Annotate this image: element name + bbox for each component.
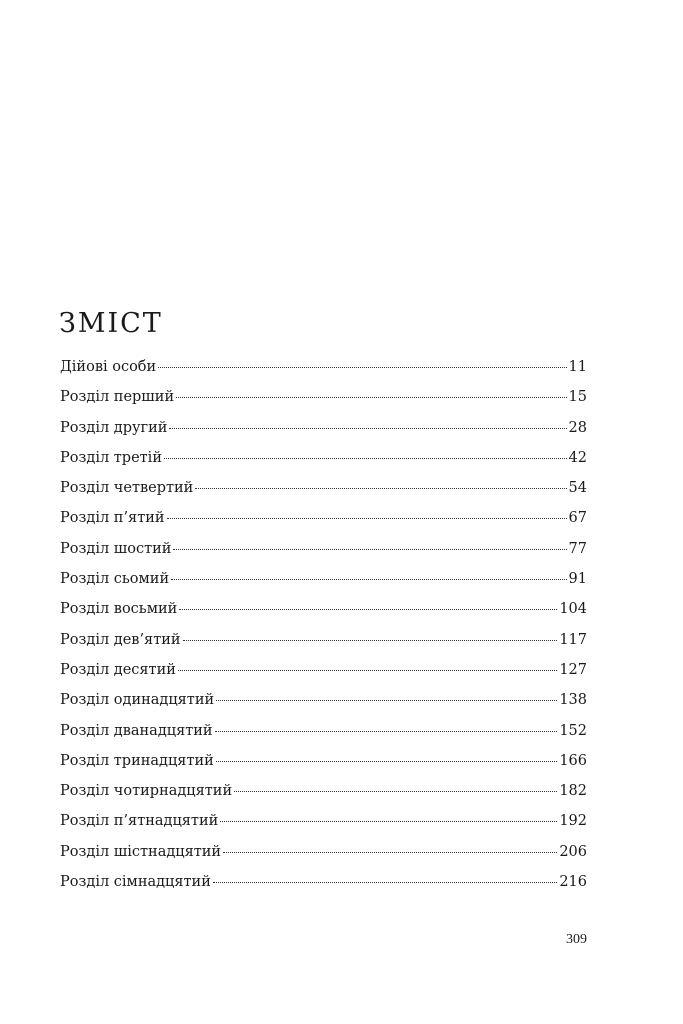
- dot-leader: [195, 488, 566, 489]
- toc-entry-page: 91: [568, 571, 587, 588]
- toc-entry-page: 15: [568, 389, 587, 406]
- toc-entry[interactable]: [60, 867, 587, 897]
- toc-entry[interactable]: [60, 746, 587, 776]
- dot-leader: [173, 549, 566, 550]
- toc-list: [60, 352, 587, 897]
- toc-entry[interactable]: [60, 564, 587, 594]
- dot-leader: [220, 821, 557, 822]
- dot-leader: [167, 518, 567, 519]
- dot-leader: [171, 579, 566, 580]
- toc-entry-label: Розділ шостий: [60, 540, 172, 557]
- toc-entry-page: 216: [559, 874, 587, 891]
- toc-entry-label: Розділ п’ятий: [60, 510, 165, 527]
- toc-entry-label: Дійові особи: [60, 359, 157, 375]
- toc-entry-label: Розділ сьомий: [60, 571, 170, 588]
- dot-leader: [183, 640, 558, 641]
- toc-entry-label: Розділ перший: [60, 389, 175, 406]
- toc-entry-label: Розділ восьмий: [60, 601, 178, 618]
- toc-entry-page: 166: [559, 752, 587, 769]
- toc-entry-label: Розділ дванадцятий: [60, 722, 213, 739]
- toc-entry-page: 127: [559, 661, 587, 678]
- toc-entry[interactable]: [60, 443, 587, 473]
- dot-leader: [158, 367, 566, 368]
- toc-entry[interactable]: [60, 534, 587, 564]
- toc-entry-page: 192: [559, 813, 587, 830]
- dot-leader: [234, 791, 557, 792]
- toc-entry-page: 117: [559, 631, 587, 648]
- dot-leader: [216, 700, 557, 701]
- toc-entry[interactable]: [60, 473, 587, 503]
- dot-leader: [179, 609, 557, 610]
- toc-entry-page: 138: [559, 692, 587, 709]
- toc-entry[interactable]: [60, 776, 587, 806]
- toc-entry-label: Розділ четвертий: [60, 480, 194, 497]
- toc-title: ЗМІСТ: [59, 308, 163, 339]
- dot-leader: [215, 731, 558, 732]
- toc-entry[interactable]: [60, 503, 587, 533]
- toc-entry-label: Розділ одинадцятий: [60, 692, 215, 709]
- toc-entry-label: Розділ шістнадцятий: [60, 843, 222, 860]
- toc-entry[interactable]: [60, 413, 587, 443]
- toc-entry-label: Розділ десятий: [60, 661, 176, 678]
- dot-leader: [178, 670, 557, 671]
- toc-entry-label: Розділ третій: [60, 449, 162, 466]
- toc-entry-label: Розділ п’ятнадцятий: [60, 813, 219, 830]
- toc-entry-page: 42: [568, 449, 587, 466]
- dot-leader: [213, 882, 557, 883]
- toc-entry[interactable]: [60, 594, 587, 624]
- toc-entry[interactable]: [60, 382, 587, 412]
- toc-entry[interactable]: [60, 685, 587, 715]
- toc-entry-page: 54: [568, 480, 587, 497]
- page-number: 309: [566, 932, 587, 947]
- toc-entry-page: 104: [559, 601, 587, 618]
- toc-entry[interactable]: [60, 352, 587, 382]
- toc-entry-label: Розділ чотирнадцятий: [60, 783, 233, 800]
- toc-entry-page: 11: [568, 359, 587, 375]
- toc-entry-label: Розділ дев’ятий: [60, 631, 181, 648]
- toc-entry-page: 28: [568, 419, 587, 436]
- toc-entry[interactable]: [60, 837, 587, 867]
- toc-entry-page: 206: [559, 843, 587, 860]
- toc-entry-page: 152: [559, 722, 587, 739]
- toc-entry-label: Розділ тринадцятий: [60, 752, 214, 769]
- toc-entry[interactable]: [60, 625, 587, 655]
- toc-entry-label: Розділ сімнадцятий: [60, 874, 211, 891]
- dot-leader: [176, 397, 566, 398]
- toc-entry[interactable]: [60, 716, 587, 746]
- toc-entry[interactable]: [60, 806, 587, 836]
- dot-leader: [164, 458, 567, 459]
- dot-leader: [169, 428, 566, 429]
- dot-leader: [216, 761, 558, 762]
- toc-entry-label: Розділ другий: [60, 419, 168, 436]
- toc-entry-page: 77: [568, 540, 587, 557]
- toc-entry-page: 67: [568, 510, 587, 527]
- toc-entry-page: 182: [559, 783, 587, 800]
- toc-entry[interactable]: [60, 655, 587, 685]
- dot-leader: [223, 852, 557, 853]
